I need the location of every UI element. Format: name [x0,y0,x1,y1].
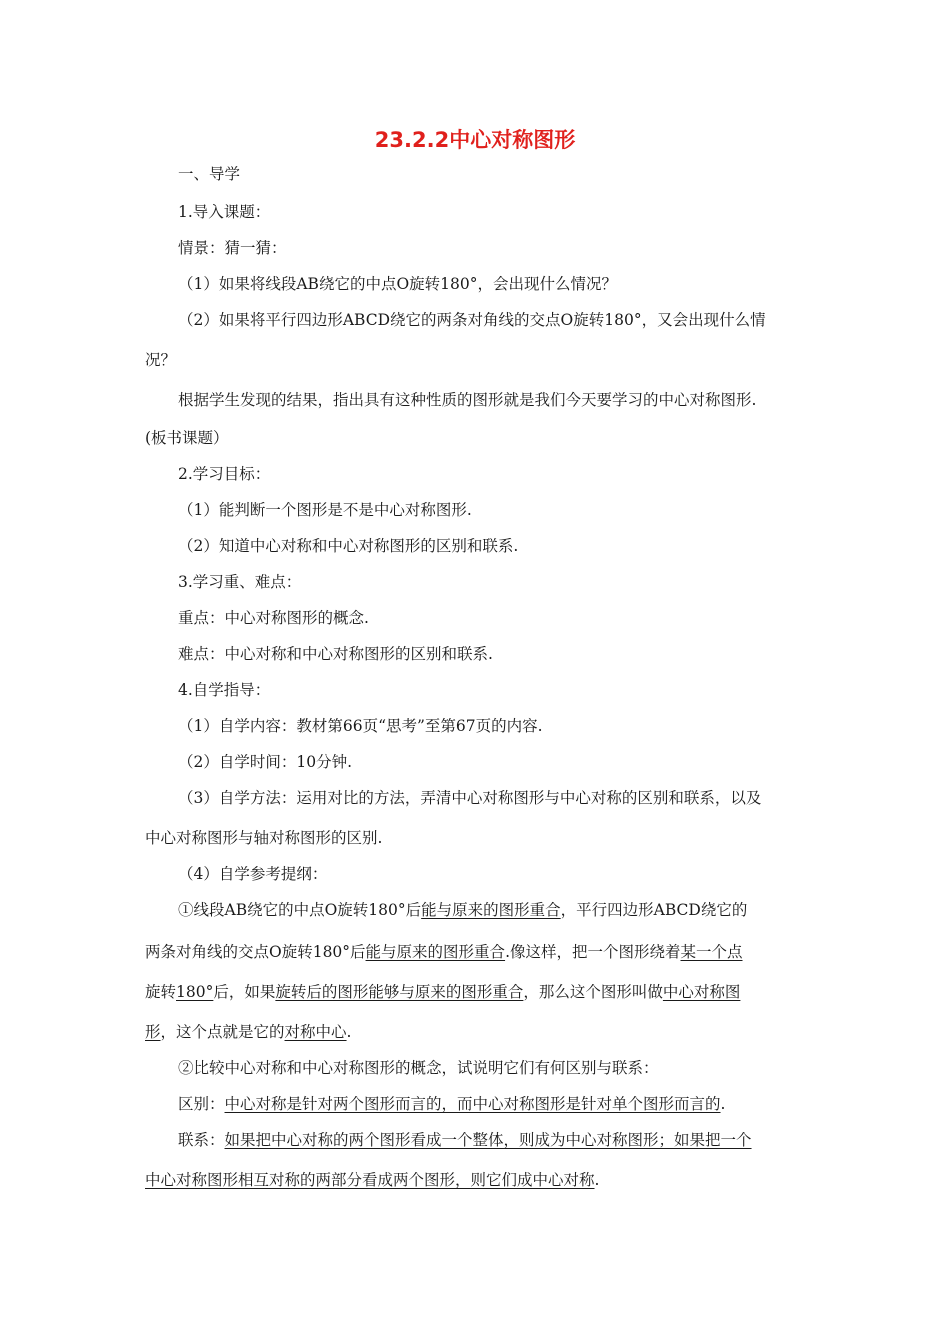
answer-blank: 能与原来的图形重合 [421,901,561,919]
question-2-line-1: （2）如果将平行四边形ABCD绕它的两条对角线的交点O旋转180°，又会出现什么情 [178,311,766,329]
key-point: 重点：中心对称图形的概念. [178,609,369,627]
answer-blank: 形 [145,1023,161,1041]
outline-item-1-line-1: ①线段AB绕它的中点O旋转180°后能与原来的图形重合，平行四边形ABCD绕它的 [178,901,748,919]
outline-item-1-line-4: 形，这个点就是它的对称中心. [145,1023,352,1041]
self-study-method-line-1: （3）自学方法：运用对比的方法，弄清中心对称图形与中心对称的区别和联系，以及 [178,789,762,807]
difficult-point: 难点：中心对称和中心对称图形的区别和联系. [178,645,493,663]
goal-2: （2）知道中心对称和中心对称图形的区别和联系. [178,537,519,555]
answer-blank: 中心对称图 [662,983,741,1001]
answer-blank: 180° [176,983,214,1001]
subheading-key-points: 3.学习重、难点： [178,573,302,591]
question-1: （1）如果将线段AB绕它的中点O旋转180°，会出现什么情况？ [178,275,617,293]
self-study-method-line-2: 中心对称图形与轴对称图形的区别. [145,829,383,847]
answer-blank: 对称中心 [284,1023,347,1041]
outline-item-1-line-2: 两条对角线的交点O旋转180°后能与原来的图形重合.像这样，把一个图形绕着某一个点 [145,943,743,961]
self-study-time: （2）自学时间：10分钟. [178,753,353,771]
goal-1: （1）能判断一个图形是不是中心对称图形. [178,501,472,519]
difference-line: 区别：中心对称是针对两个图形而言的，而中心对称图形是针对单个图形而言的. [178,1095,726,1113]
answer-blank: 中心对称是针对两个图形而言的，而中心对称图形是针对单个图形而言的 [224,1095,721,1113]
page-title: 23.2.2中心对称图形 [374,128,576,152]
answer-blank: 中心对称图形相互对称的两部分看成两个图形，则它们成中心对称 [145,1171,595,1189]
intro-paragraph-line-2: (板书课题） [145,429,229,447]
relation-line-2: 中心对称图形相互对称的两部分看成两个图形，则它们成中心对称. [145,1171,600,1189]
outline-item-2: ②比较中心对称和中心对称图形的概念，试说明它们有何区别与联系： [178,1059,659,1077]
subheading-self-study: 4.自学指导： [178,681,271,699]
subheading-learning-goals: 2.学习目标： [178,465,271,483]
answer-blank: 能与原来的图形重合 [365,943,506,961]
intro-paragraph-line-1: 根据学生发现的结果，指出具有这种性质的图形就是我们今天要学习的中心对称图形. [178,391,757,409]
subheading-intro-topic: 1.导入课题： [178,203,271,221]
outline-item-1-line-3: 旋转180°后，如果旋转后的图形能够与原来的图形重合，那么这个图形叫做中心对称图 [145,983,741,1001]
answer-blank: 某一个点 [680,943,743,961]
self-study-outline: （4）自学参考提纲： [178,865,328,883]
answer-blank: 如果把中心对称的两个图形看成一个整体，则成为中心对称图形；如果把一个 [224,1131,752,1149]
question-2-line-2: 况？ [145,351,177,369]
answer-blank: 旋转后的图形能够与原来的图形重合 [275,983,524,1001]
scene-line: 情景：猜一猜： [178,239,287,257]
section-heading-guide: 一、导学 [178,165,241,183]
relation-line-1: 联系：如果把中心对称的两个图形看成一个整体，则成为中心对称图形；如果把一个 [178,1131,752,1149]
self-study-content: （1）自学内容：教材第66页“思考”至第67页的内容. [178,717,543,735]
